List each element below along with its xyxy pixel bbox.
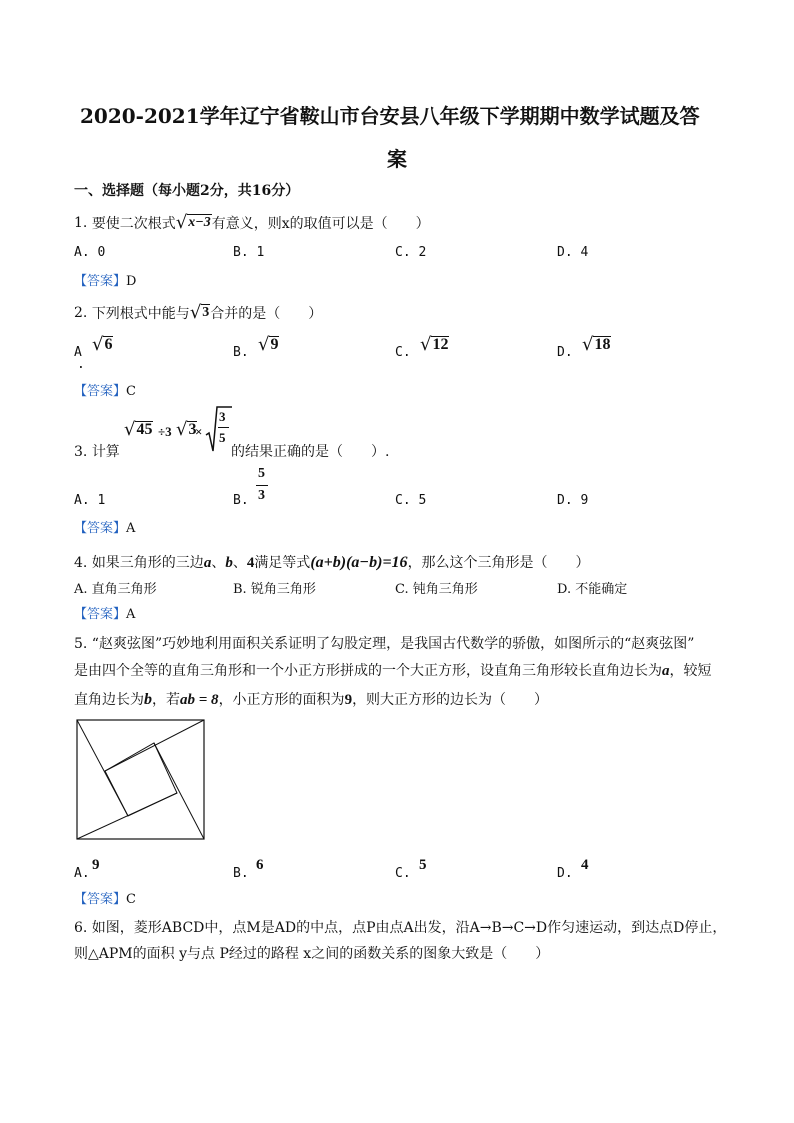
q3-times: × (195, 424, 203, 439)
q2-option-a-label: A (74, 345, 82, 360)
q2-option-c-value: 12 (432, 336, 449, 353)
q5-option-c-label: C. (395, 866, 411, 881)
q3-text-post: 的结果正确的是（ ）. (231, 444, 390, 460)
q4-var-b: b (225, 555, 233, 571)
zhao-shuang-diagram (76, 719, 206, 841)
q3-option-b-numerator: 5 (258, 466, 265, 481)
q5-line-2 (74, 660, 712, 680)
q1-option-a: A. 0 (74, 245, 106, 260)
q2-radical: √ 3 (189, 302, 210, 323)
answer-tag: 【答案】 (74, 274, 127, 289)
q4-answer-value: A (126, 607, 136, 622)
q3-radical-fraction (205, 405, 233, 453)
answer-tag: 【答案】 (74, 384, 127, 399)
answer-tag: 【答案】 (74, 521, 127, 536)
q4-option-a: A. 直角三角形 (74, 582, 157, 597)
q3-radical-3: √ 3 (176, 419, 197, 440)
q5-option-d-label: D. (557, 866, 573, 881)
q4-separator-2: 、 (232, 555, 247, 571)
q5-line-3-a: 直角边长为 (74, 692, 144, 708)
q3-option-a: A. 1 (74, 493, 106, 508)
triangle-side-2 (105, 720, 204, 771)
q3-radical-45: √ 45 (124, 419, 153, 440)
q5-value-9: 9 (344, 692, 353, 708)
q3-divide: ÷3 (158, 424, 172, 439)
q5-option-b-label: B. (233, 866, 249, 881)
q2-option-a-value: 6 (104, 336, 113, 353)
page-title-continued: 案 (387, 147, 407, 171)
q4-number: 4. (74, 555, 88, 571)
q3-option-d: D. 9 (557, 493, 589, 508)
q5-line-3-d: ，小正方形的面积为 (218, 692, 345, 708)
q4-var-a: a (203, 555, 212, 571)
outer-square (77, 720, 204, 839)
q4-option-c: C. 钝角三角形 (395, 582, 478, 597)
q5-line-2-pre: 是由四个全等的直角三角形和一个小正方形拼成的一个大正方形，设直角三角形较长直角边长为 (74, 663, 662, 679)
q1-option-c: C. 2 (395, 245, 427, 260)
q1-text-post: 有意义，则x的取值可以是（ ） (211, 216, 430, 232)
q5-line-2-post: ，较短 (669, 663, 712, 679)
q5-line-1: 5. “赵爽弦图”巧妙地利用面积关系证明了勾股定理，是我国古代数学的骄傲，如图所示的“赵爽弦图” (74, 636, 695, 652)
section-heading: 一、选择题（每小题2分，共16分） (74, 183, 300, 199)
question-1 (74, 213, 430, 233)
q2-option-a: √ 6 (92, 334, 113, 355)
q1-answer-value: D (126, 274, 137, 289)
q2-number: 2. (74, 305, 88, 321)
q4-text-pre: 如果三角形的三边 (91, 555, 204, 571)
q2-option-b: √ 9 (258, 334, 279, 355)
q2-answer (74, 380, 136, 399)
q3-number-text: 3. (74, 444, 88, 460)
q3-radicand-3: 3 (188, 421, 197, 438)
q4-option-d: D. 不能确定 (557, 582, 628, 597)
answer-tag: 【答案】 (74, 892, 127, 907)
question-4 (74, 552, 590, 572)
q5-option-d: 4 (581, 857, 589, 873)
q4-option-b: B. 锐角三角形 (233, 582, 316, 597)
q3-fraction-numerator: 3 (219, 409, 226, 424)
q2-answer-value: C (126, 384, 136, 399)
q5-option-c: 5 (419, 857, 427, 873)
q3-answer-value: A (126, 521, 136, 536)
q3-option-c: C. 5 (395, 493, 427, 508)
triangle-side-3 (154, 743, 204, 839)
q2-option-b-value: 9 (270, 336, 279, 353)
q5-option-b: 6 (256, 857, 264, 873)
answer-tag: 【答案】 (74, 607, 127, 622)
q1-answer (74, 270, 136, 289)
inner-square (105, 743, 177, 816)
q1-number: 1. (74, 215, 88, 231)
q5-line-3 (74, 689, 548, 709)
q3-option-b-bar (256, 485, 268, 486)
q3-radicand-45: 45 (136, 421, 153, 438)
q6-line-1: 6. 如图，菱形ABCD中，点M是AD的中点，点P由点A出发，沿A→B→C→D作匀速运动，到达点D停止， (74, 920, 727, 936)
q2-option-d-value: 18 (594, 336, 611, 353)
q4-equation: (a+b)(a−b)=16 (310, 554, 408, 571)
q2-text-pre: 下列根式中能与 (91, 306, 190, 322)
q5-option-a-label: A. (74, 866, 90, 881)
q5-line-3-e: ，则大正方形的边长为（ ） (352, 692, 549, 708)
q4-answer (74, 603, 135, 622)
q5-answer-value: C (126, 892, 136, 907)
q5-answer (74, 888, 136, 907)
q4-text-mid: 满足等式 (254, 555, 311, 571)
q5-var-b: b (144, 691, 152, 708)
q4-value-4: 4 (246, 555, 255, 571)
q3-number (74, 441, 120, 461)
question-2 (74, 303, 322, 323)
q5-var-a: a (662, 663, 670, 679)
q5-line-3-c: ，若 (152, 692, 180, 708)
q2-option-a-dot: . (77, 357, 85, 372)
q3-option-b-denominator: 3 (258, 488, 265, 503)
q2-radicand: 3 (202, 305, 210, 320)
q3-option-b-label: B. (233, 493, 249, 508)
q2-text-post: 合并的是（ ） (210, 306, 323, 322)
q2-option-d-label: D. (557, 345, 573, 360)
q1-option-d: D. 4 (557, 245, 589, 260)
page-title: 2020-2021学年辽宁省鞍山市台安县八年级下学期期中数学试题及答 (80, 104, 700, 128)
q2-option-b-label: B. (233, 345, 249, 360)
q4-text-post: ，那么这个三角形是（ ） (407, 555, 590, 571)
q2-option-c-label: C. (395, 345, 411, 360)
q5-equation: ab = 8 (180, 692, 219, 708)
q1-option-b: B. 1 (233, 245, 265, 260)
q3-fraction-denominator: 5 (219, 430, 226, 445)
q1-radical: √ x−3 (175, 212, 211, 233)
q3-fraction-bar (218, 427, 229, 428)
q6-line-2: 则△APM的面积 y与点 P经过的路程 x之间的函数关系的图象大致是（ ） (74, 946, 550, 962)
q3-text-pre: 计算 (91, 444, 120, 460)
q2-option-d: √ 18 (582, 334, 611, 355)
q5-option-a: 9 (92, 857, 100, 873)
q3-answer (74, 517, 135, 536)
q1-radicand: x−3 (188, 215, 211, 230)
q1-text-pre: 要使二次根式 (91, 216, 176, 232)
q2-option-c: √ 12 (420, 334, 449, 355)
q4-separator-1: 、 (211, 555, 226, 571)
